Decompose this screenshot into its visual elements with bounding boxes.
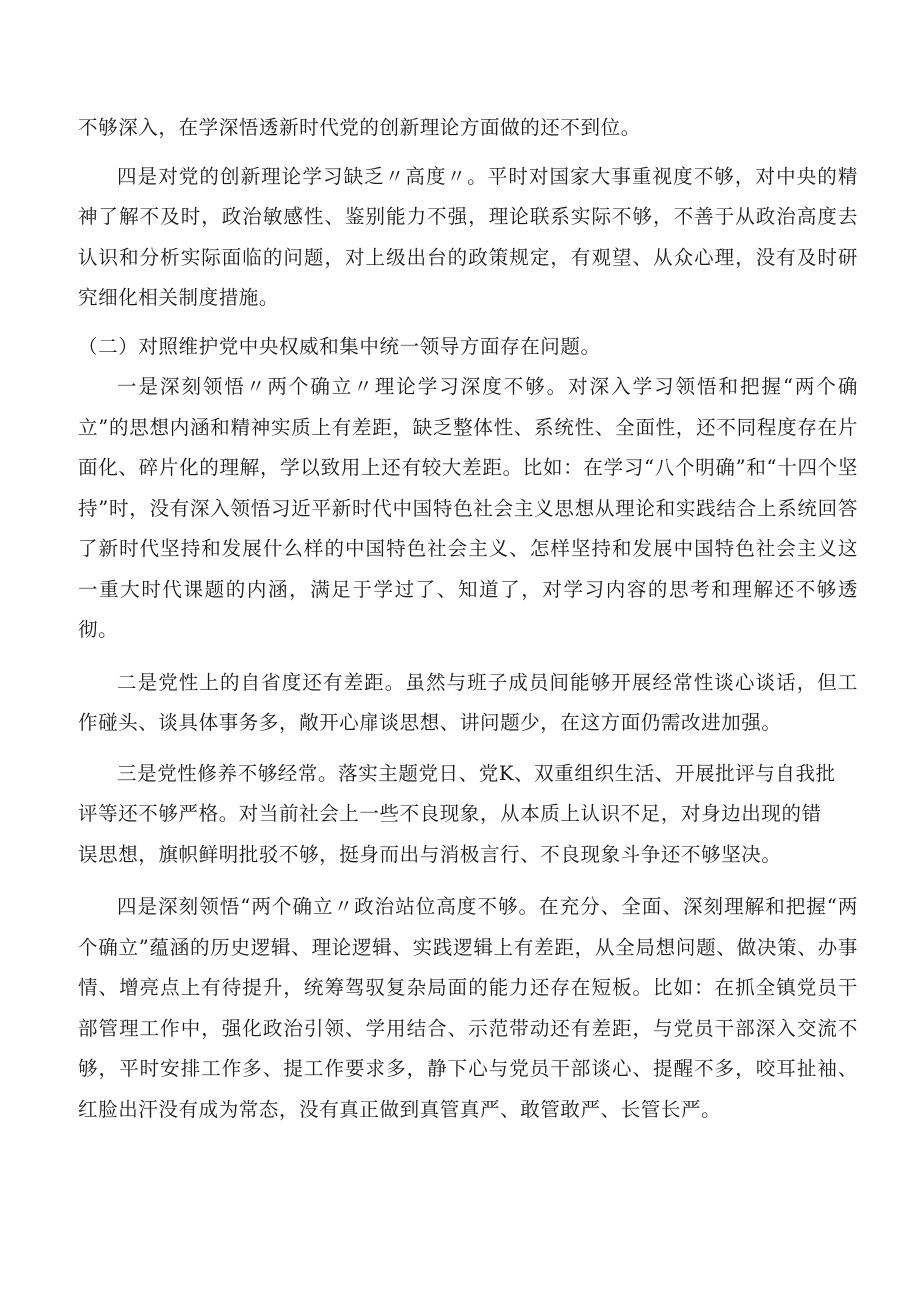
paragraph-item-4-theory-height: 四是对党的创新理论学习缺乏〃高度〃。平时对国家大事重视度不够，对中央的精神了解不及时，政治敏感性、鉴别能力不强，理论联系实际不够，不善于从政治高度去认识和分析实际面临的问题，对上级出台的政策规定，有观望、从众心理，没有及时研究细化相关制度措施。 [78,164,858,309]
section-heading-2: （二）对照维护党中央权威和集中统一领导方面存在问题。 [78,334,601,358]
paragraph-section2-item-2: 二是党性上的自省度还有差距。虽然与班子成员间能够开展经常性谈心谈话，但工作碰头、谈具体事务多，敞开心扉谈思想、讲问题少，在这方面仍需改进加强。 [78,670,858,734]
paragraph-continued: 不够深入，在学深悟透新时代党的创新理论方面做的还不到位。 [78,116,641,139]
paragraph-section2-item-4: 四是深刻领悟“两个确立〃政治站位高度不够。在充分、全面、深刻理解和把握“两个确立”蕴涵的历史逻辑、理论逻辑、实践逻辑上有差距，从全局想问题、做决策、办事情、增亮点上有待提升，统筹驾驭复杂局面的能力还存在短板。比如：在抓全镇党员干部管理工作中，强化政治引领、学用结合、示范带动还有差距，与党员干部深入交流不够，平时安排工作多、提工作要求多，静下心与党员干部谈心、提醒不多，咬耳扯袖、红脸出汗没有成为常态，没有真正做到真管真严、敢管敢严、长管长严。 [78,895,858,1121]
paragraph-section2-item-3: 三是党性修养不够经常。落实主题党日、党K、双重组织生活、开展批评与自我批评等还不够严格。对当前社会上一些不良现象，从本质上认识不足，对身边出现的错误思想，旗帜鲜明批驳不够，挺身而出与消极言行、不良现象斗争还不够坚决。 [78,761,836,866]
paragraph-section2-item-1: 一是深刻领悟〃两个确立〃理论学习深度不够。对深入学习领悟和把握“两个确立”的思想内涵和精神实质上有差距，缺乏整体性、系统性、全面性，还不同程度存在片面化、碎片化的理解，学以致用上还有较大差距。比如：在学习“八个明确”和“十四个坚持”时，没有深入领悟习近平新时代中国特色社会主义思想从理论和实践结合上系统回答了新时代坚持和发展什么样的中国特色社会主义、怎样坚持和发展中国特色社会主义这一重大时代课题的内涵，满足于学过了、知道了，对学习内容的思考和理解还不够透彻。 [78,375,858,641]
document-body [78,108,858,1130]
